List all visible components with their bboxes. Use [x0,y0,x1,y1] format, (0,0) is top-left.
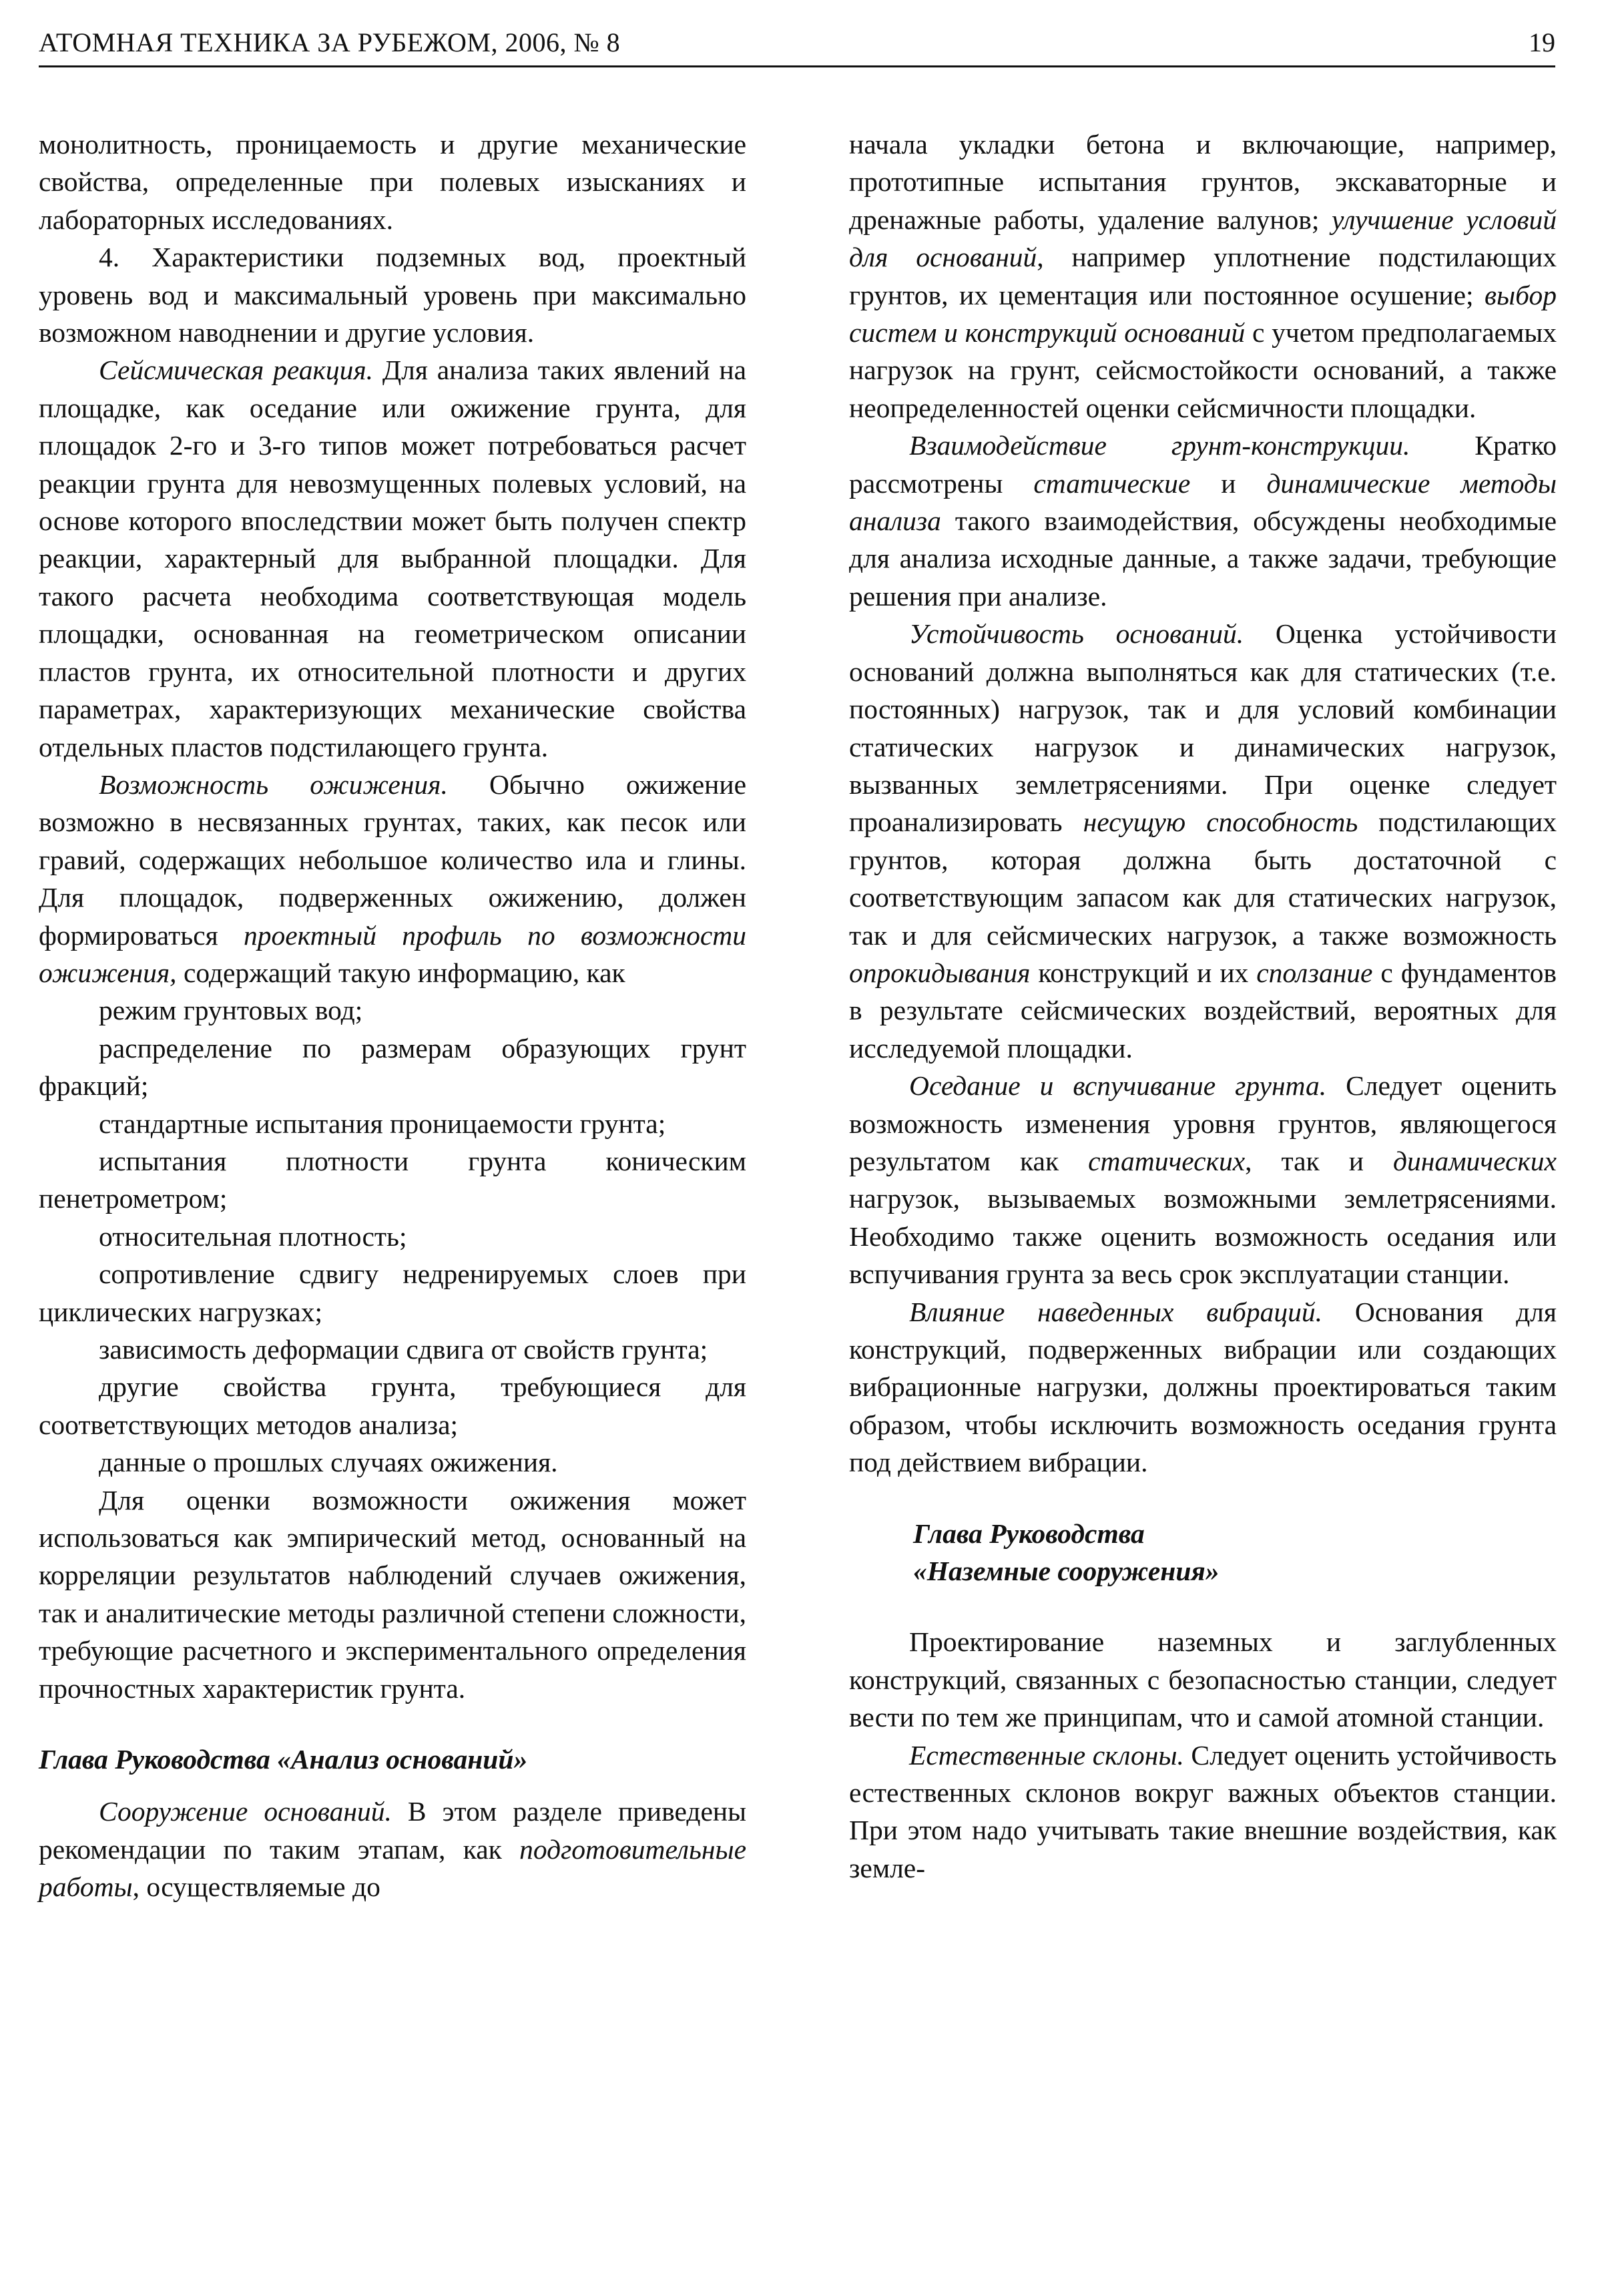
list-item: испытания плотности грунта коническим пенетрометром; [39,1145,746,1214]
term: динамических [1392,1145,1557,1176]
term: статические [1033,467,1191,499]
term: улучшение условий для оснований [849,204,1557,273]
paragraph: Для оценки возможности ожижения может использоваться как эмпирический метод, основанный на корреляции результатов наблюдений случаев ожижения, так и аналитические методы различной степени сложности, требующие расчетного и экспериментального определения прочностных характеристик грунта. [39,1484,746,1704]
paragraph: Возможность ожижения. Обычно ожижение возможно в несвязанных грунтах, таких, как песок или гравий, содержащих небольшое количество ила и глины. Для площадок, подверженных ожижению, должен формироваться проектный профиль по возможности ожижения, содержащий такую информацию, как [39,768,746,988]
paragraph: Сейсмическая реакция. Для анализа таких явлений на площадке, как оседание или ожижение грунта, для площадок 2-го и 3-го типов может потребоваться расчет реакции грунта для невозмущенных полевых условий, на основе которого впоследствии может быть получен спектр реакции, характерный для выбранной площадки. Для такого расчета необходима соответствующая модель площадки, основанная на геометрическом описании пластов грунта, их относительной плотности и других параметрах, характеризующих механические свойства отдельных пластов подстилающего грунта. [39,355,746,762]
term: Взаимодействие грунт-конструкции. [909,430,1410,461]
section-heading-line: Глава Руководства [913,1518,1145,1549]
section-heading-line: «Наземные сооружения» [913,1556,1220,1587]
paragraph: монолитность, проницаемость и другие механические свойства, определенные при полевых изысканиях и лабораторных исследованиях. [39,129,746,235]
list-item: стандартные испытания проницаемости грунта; [99,1108,666,1139]
term: статических [1088,1145,1246,1176]
list-item: другие свойства грунта, требующиеся для соответствующих методов анализа; [39,1371,746,1440]
journal-title: АТОМНАЯ ТЕХНИКА ЗА РУБЕЖОМ, 2006, № 8 [39,27,621,57]
paragraph: Естественные склоны. Следует оценить устойчивость естественных склонов вокруг важных объектов станции. При этом надо учитывать такие внешние воздействия, как земле- [849,1739,1557,1883]
term: динамические методы анализа [849,467,1557,537]
right-column [849,126,1557,1887]
list-item: распределение по размерам образующих грунт фракций; [39,1032,746,1102]
list-item: сопротивление сдвигу недренируемых слоев при циклических нагрузках; [39,1258,746,1327]
list-item: относительная плотность; [99,1220,407,1252]
term: проектный профиль по возможности ожижения, [39,919,746,988]
term: выбор систем и конструкций оснований [849,279,1557,349]
page-number: 19 [1529,27,1555,57]
paragraph: Оседание и вспучивание грунта. Следует оценить возможность изменения уровня грунтов, являющегося результатом как статических, так и динамических нагрузок, вызываемых возможными землетрясениями. Необходимо также оценить возможность оседания или вспучивания грунта за весь срок эксплуатации станции. [849,1070,1557,1290]
header-rule [39,65,1555,67]
paragraph: 4. Характеристики подземных вод, проектный уровень вод и максимальный уровень при максимально возможном наводнении и другие условия. [39,242,746,349]
section-heading: Глава Руководства «Анализ оснований» [39,1744,528,1775]
term: Сооружение оснований. [99,1796,392,1827]
term: несущую способность [1083,807,1358,838]
term: Оседание и вспучивание грунта. [909,1070,1327,1102]
left-column [39,126,746,1906]
paragraph: Влияние наведенных вибраций. Основания для конструкций, подверженных вибрации или создающих вибрационные нагрузки, должны проектироваться таким образом, чтобы исключить возможность оседания грунта под действием вибрации. [849,1296,1557,1478]
section-heading [849,1515,1557,1590]
term: Возможность ожижения. [99,768,448,800]
running-header [39,27,1555,67]
term: опрокидывания [849,957,1031,988]
paragraph: начала укладки бетона и включающие, например, прототипные испытания грунтов, экскаваторные и дренажные работы, удаление валунов; улучшение условий для оснований, например уплотнение подстилающих грунтов, их цементация или постоянное осушение; выбор систем и конструкций оснований с учетом предполагаемых нагрузок на грунт, сейсмостойкости оснований, а также неопределенностей оценки сейсмичности площадки. [849,129,1557,423]
paragraph: Взаимодействие грунт-конструкции. Кратко рассмотрены статические и динамические методы анализа такого взаимодействия, обсуждены необходимые для анализа исходные данные, а также задачи, требующие решения при анализе. [849,430,1557,612]
paragraph: Сооружение оснований. В этом разделе приведены рекомендации по таким этапам, как подготовительные работы, осуществляемые до [39,1796,746,1903]
term: Влияние наведенных вибраций. [909,1296,1323,1327]
term: Устойчивость оснований. [909,618,1244,650]
term: сползание [1256,957,1373,988]
list-item: зависимость деформации сдвига от свойств грунта; [99,1334,708,1365]
list-item: режим грунтовых вод; [99,995,363,1026]
paragraph: Устойчивость оснований. Оценка устойчивости оснований должна выполняться как для статических (т.е. постоянных) нагрузок, так и для условий комбинации статических нагрузок и динамических нагрузок, вызванных землетрясениями. При оценке следует проанализировать несущую способность подстилающих грунтов, которая должна быть достаточной с соответствующим запасом как для статических нагрузок, так и для сейсмических нагрузок, а также возможность опрокидывания конструкций и их сползание с фундаментов в результате сейсмических воздействий, вероятных для исследуемой площадки. [849,618,1557,1064]
paragraph: Проектирование наземных и заглубленных конструкций, связанных с безопасностью станции, следует вести по тем же принципам, что и самой атомной станции. [849,1626,1557,1733]
term: Естественные склоны. [909,1739,1184,1771]
term: подготовительные работы [39,1833,746,1903]
list-item: данные о прошлых случаях ожижения. [99,1447,558,1478]
term: Сейсмическая реакция. [99,355,374,386]
